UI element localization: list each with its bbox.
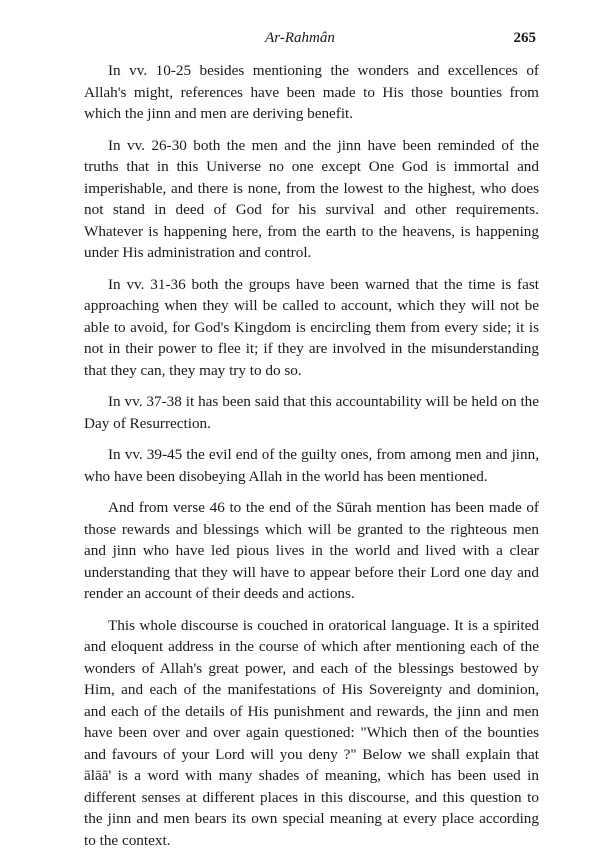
paragraph: And from verse 46 to the end of the Sūrah mention has been made of those rewards and blessings which will be granted to the righteous men and jinn who have led pious lives in the world and lived with a clear understanding that they will have to appear before their Lord one day and render an account of their deeds and actions. bbox=[84, 497, 539, 605]
page-number: 265 bbox=[514, 30, 537, 47]
paragraph: In vv. 10-25 besides mentioning the wonders and excellences of Allah's might, references have been made to His those bounties from which the jinn and men are deriving benefit. bbox=[84, 60, 539, 125]
paragraph: In vv. 26-30 both the men and the jinn have been reminded of the truths that in this Universe no one except One God is immortal and imperishable, and there is none, from the lowest to the highest, who does not stand in deed of God for his survival and other requirements. Whatever is happening here, from the earth to the heavens, is happening under His administration and control. bbox=[84, 135, 539, 264]
running-head bbox=[0, 30, 600, 52]
paragraph: In vv. 37-38 it has been said that this accountability will be held on the Day of Resurrection. bbox=[84, 391, 539, 434]
paragraph: In vv. 39-45 the evil end of the guilty ones, from among men and jinn, who have been disobeying Allah in the world has been mentioned. bbox=[84, 444, 539, 487]
body-text bbox=[84, 60, 539, 851]
paragraph: In vv. 31-36 both the groups have been warned that the time is fast approaching when they will be called to account, which they will not be able to avoid, for God's Kingdom is encircling them from every side; it is not in their power to flee it; if they are involved in the misunderstanding that they can, they may try to do so. bbox=[84, 274, 539, 382]
running-title: Ar-Rahmân bbox=[0, 30, 600, 47]
paragraph: This whole discourse is couched in oratorical language. It is a spirited and eloquent address in the course of which after mentioning each of the wonders of Allah's great power, and each of the blessings bestowed by Him, and each of the manifestations of His Sovereignty and dominion, and each of the details of His punishment and rewards, the jinn and men have been over and over again questioned: "Which then of the bounties and favours of your Lord will you deny ?" Below we shall explain that ālāā' is a word with many shades of meaning, which has been used in different senses at different places in this discourse, and this question to the jinn and men bears its own special meaning at every place according to the context. bbox=[84, 615, 539, 851]
